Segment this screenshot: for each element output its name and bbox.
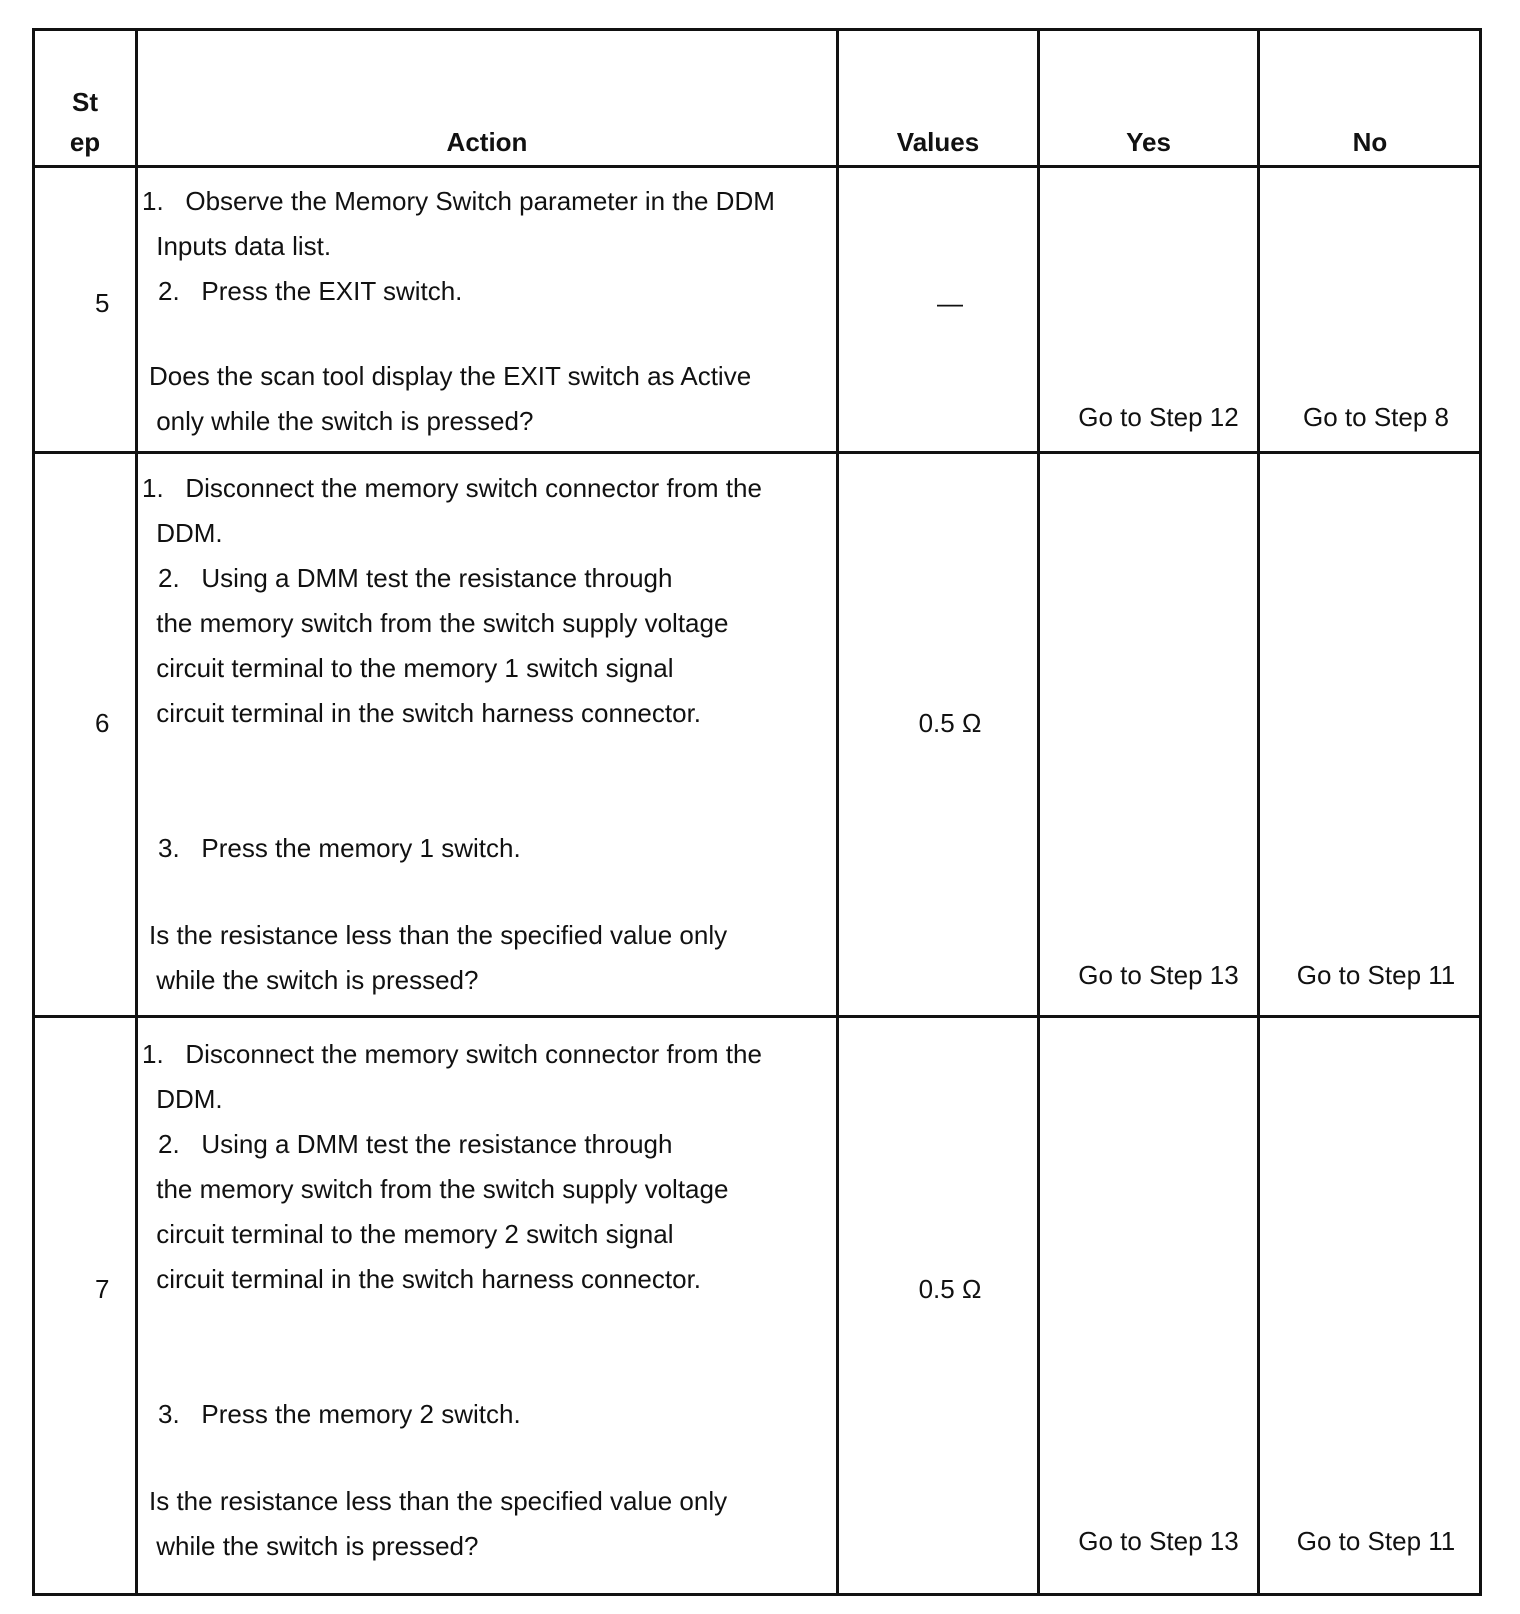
action-line: Is the resistance less than the specified value only bbox=[149, 920, 728, 950]
header-divider bbox=[35, 165, 1479, 168]
action-line: 2. Using a DMM test the resistance through bbox=[158, 1129, 673, 1159]
step-number: 5 bbox=[95, 288, 110, 318]
value-cell: — bbox=[937, 288, 963, 318]
action-line: circuit terminal in the switch harness connector. bbox=[149, 698, 702, 728]
action-line: the memory switch from the switch supply voltage bbox=[149, 1174, 729, 1204]
no-cell: Go to Step 11 bbox=[1296, 960, 1456, 990]
action-line: 1. Disconnect the memory switch connector from the bbox=[142, 473, 762, 503]
value-cell: 0.5 Ω bbox=[918, 708, 982, 738]
action-line: while the switch is pressed? bbox=[149, 965, 479, 995]
yes-cell: Go to Step 13 bbox=[1078, 960, 1239, 990]
action-line: Does the scan tool display the EXIT switch as Active bbox=[149, 361, 752, 391]
action-line: 3. Press the memory 2 switch. bbox=[158, 1399, 521, 1429]
action-line: while the switch is pressed? bbox=[149, 1531, 479, 1561]
action-line: circuit terminal in the switch harness connector. bbox=[149, 1264, 702, 1294]
header-values: Values bbox=[896, 127, 980, 157]
diagnostic-table bbox=[32, 28, 1482, 1596]
action-line: DDM. bbox=[149, 518, 223, 548]
action-line: only while the switch is pressed? bbox=[149, 406, 534, 436]
action-line: 1. Observe the Memory Switch parameter in the DDM bbox=[142, 186, 775, 216]
header-step-b: ep bbox=[69, 127, 101, 157]
row-divider bbox=[35, 1015, 1479, 1018]
action-line: 1. Disconnect the memory switch connector from the bbox=[142, 1039, 762, 1069]
step-number: 6 bbox=[95, 708, 110, 738]
column-divider bbox=[1257, 31, 1260, 1593]
action-line: Inputs data list. bbox=[149, 231, 332, 261]
row-divider bbox=[35, 451, 1479, 454]
action-line: the memory switch from the switch supply voltage bbox=[149, 608, 729, 638]
action-line: 2. Using a DMM test the resistance through bbox=[158, 563, 673, 593]
column-divider bbox=[836, 31, 839, 1593]
yes-cell: Go to Step 12 bbox=[1078, 402, 1239, 432]
no-cell: Go to Step 11 bbox=[1296, 1526, 1456, 1556]
step-number: 7 bbox=[95, 1274, 110, 1304]
column-divider bbox=[135, 31, 138, 1593]
header-yes: Yes bbox=[1126, 127, 1171, 157]
no-cell: Go to Step 8 bbox=[1303, 402, 1449, 432]
header-no: No bbox=[1352, 127, 1388, 157]
yes-cell: Go to Step 13 bbox=[1078, 1526, 1239, 1556]
action-line: Is the resistance less than the specified value only bbox=[149, 1486, 728, 1516]
action-line: circuit terminal to the memory 1 switch signal bbox=[149, 653, 674, 683]
action-line: 3. Press the memory 1 switch. bbox=[158, 833, 521, 863]
column-divider bbox=[1037, 31, 1040, 1593]
header-action: Action bbox=[446, 127, 528, 157]
action-line: 2. Press the EXIT switch. bbox=[158, 276, 463, 306]
action-line: circuit terminal to the memory 2 switch signal bbox=[149, 1219, 674, 1249]
header-step-a: St bbox=[72, 87, 98, 117]
value-cell: 0.5 Ω bbox=[918, 1274, 982, 1304]
action-line: DDM. bbox=[149, 1084, 223, 1114]
